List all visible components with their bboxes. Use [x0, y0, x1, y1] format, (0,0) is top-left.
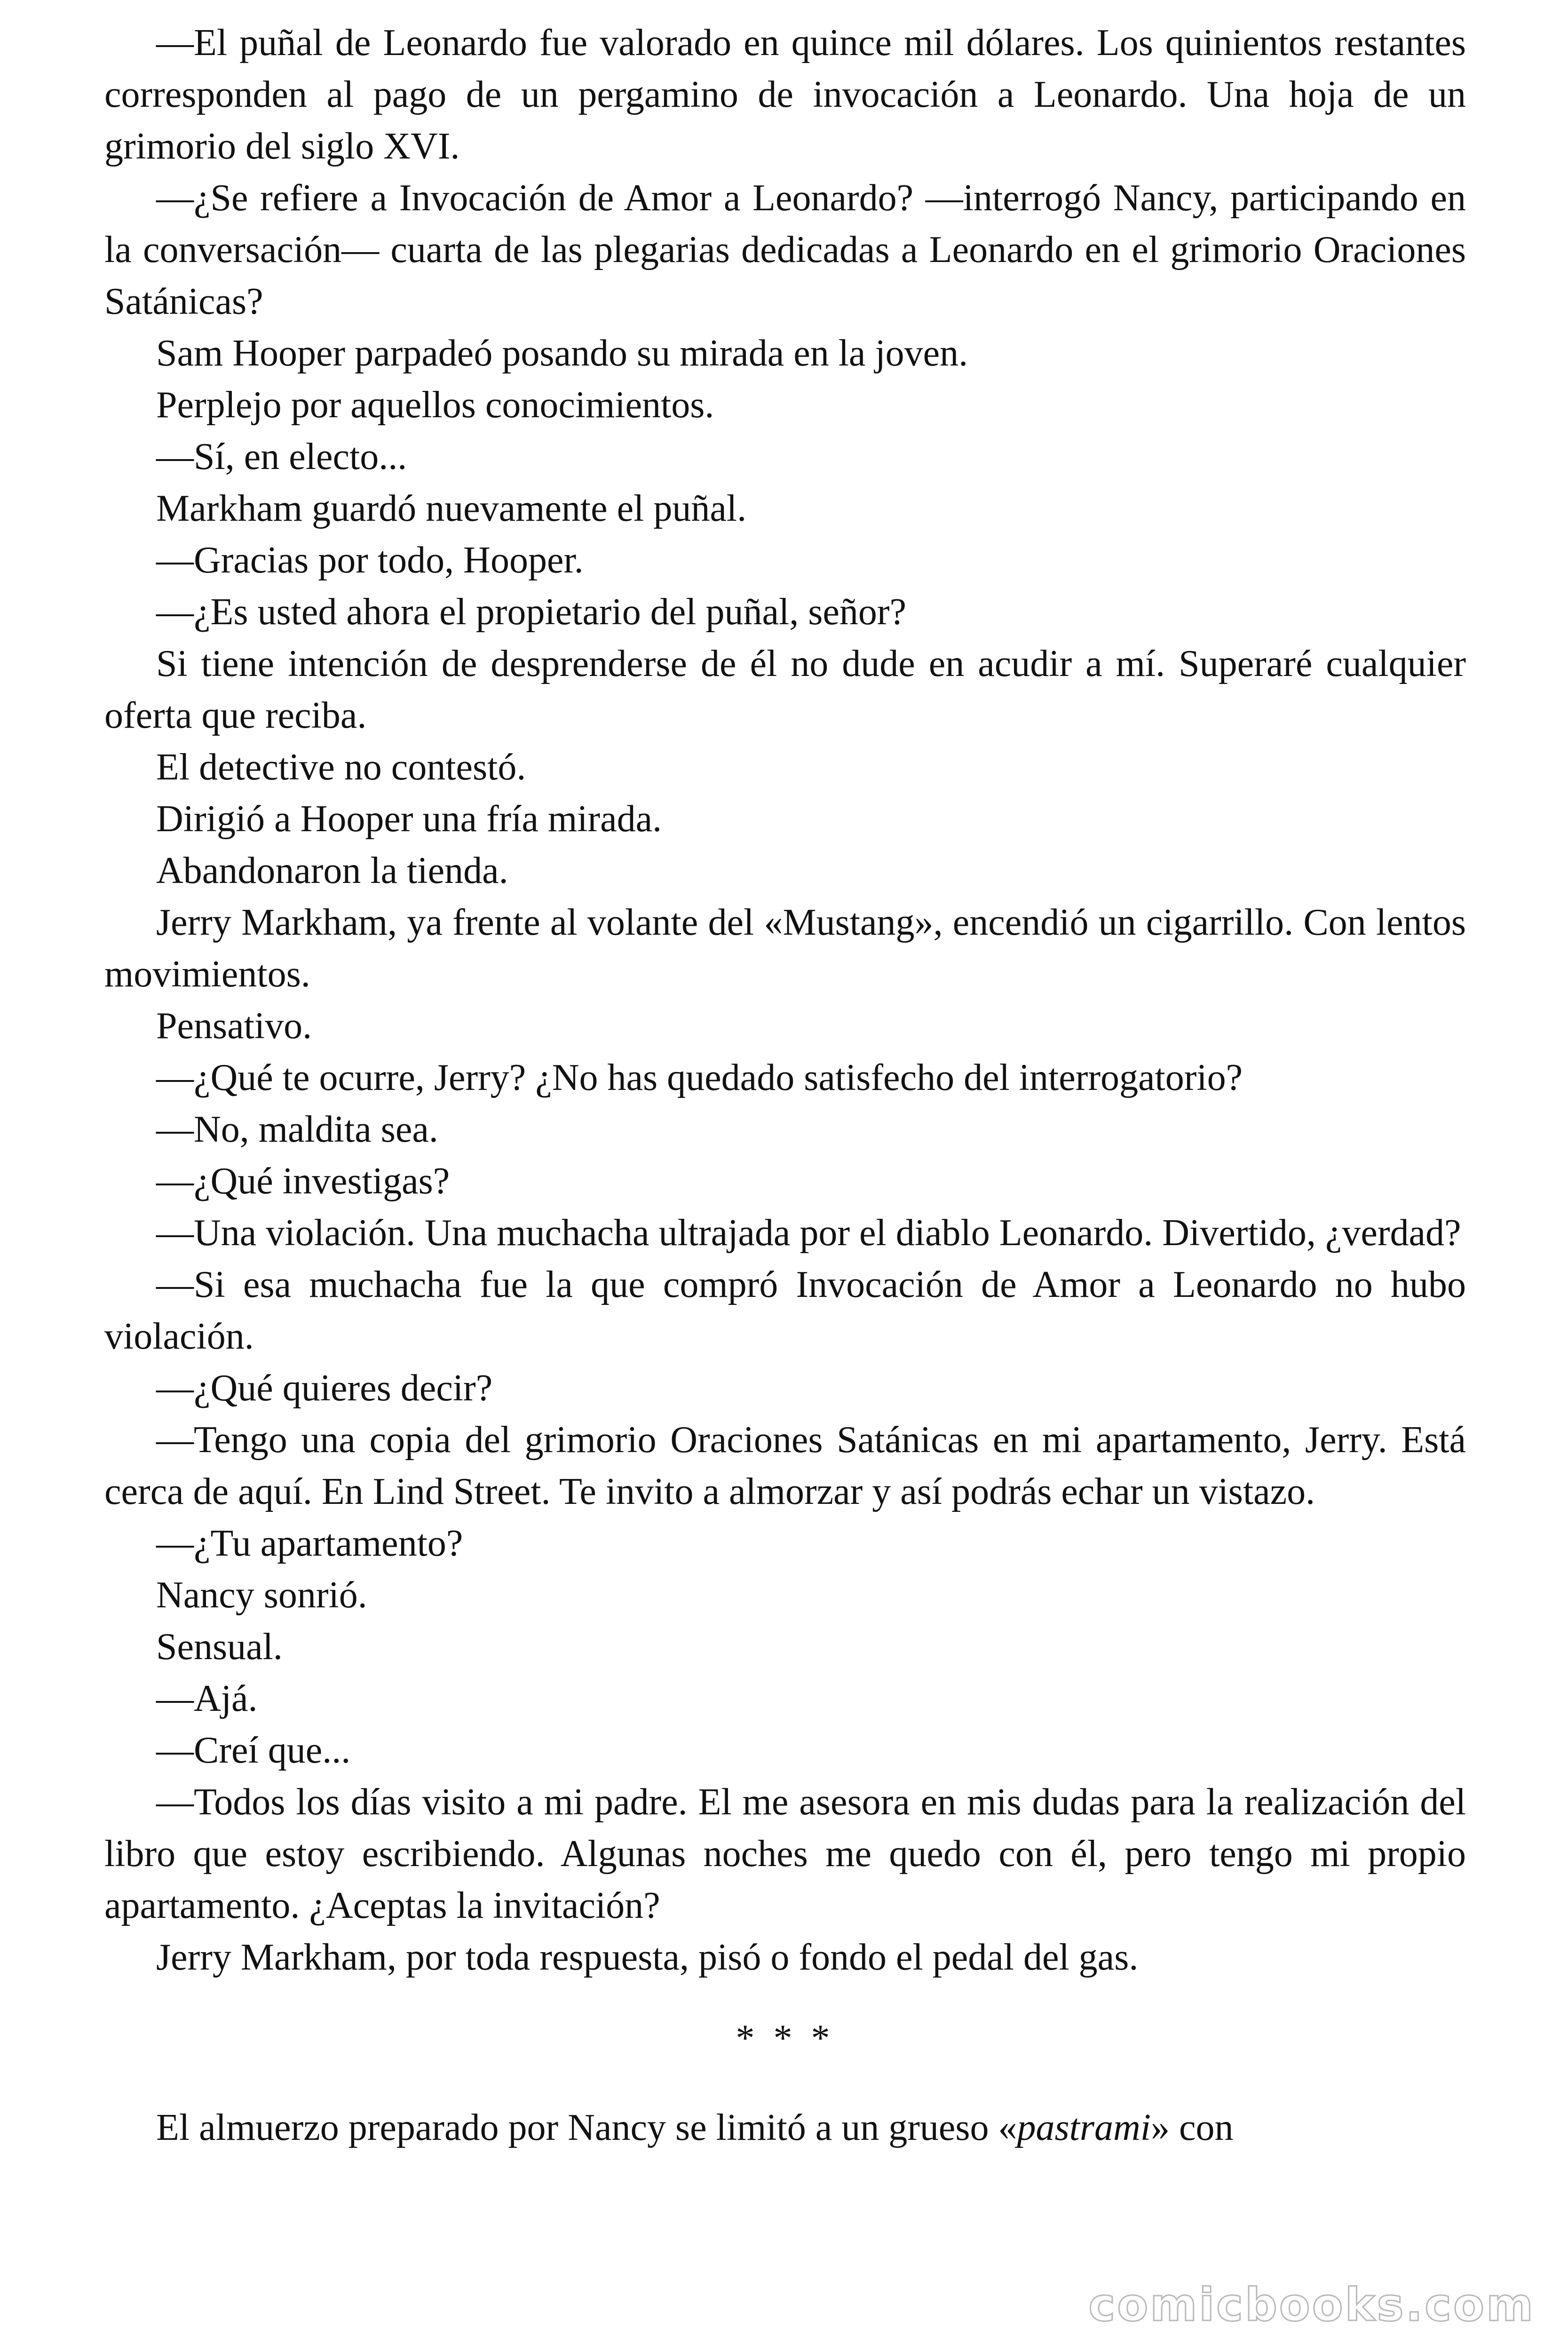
- paragraph: —¿Qué investigas?: [156, 1160, 450, 1202]
- final-text-start: El almuerzo preparado por Nancy se limitó a un grueso «: [156, 2107, 1017, 2148]
- paragraph: —Si esa muchacha fue la que compró Invocación de Amor a Leonardo no hubo violación.: [104, 1264, 1466, 1357]
- final-text-end: » con: [1151, 2107, 1234, 2148]
- paragraph: —Tengo una copia del grimorio Oraciones Satánicas en mi apartamento, Jerry. Está cerca de aquí. En Lind Street. Te invito a almorzar y así podrás echar un vistazo.: [104, 1419, 1466, 1512]
- paragraph: —¿Tu apartamento?: [156, 1523, 463, 1564]
- paragraph: Sensual.: [156, 1626, 283, 1668]
- paragraph: —Todos los días visito a mi padre. El me asesora en mis dudas para la realización del libro que estoy escribiendo. Algunas noches me quedo con él, pero tengo mi propio apartamento. ¿Aceptas la invitación?: [104, 1781, 1466, 1926]
- paragraph: —Gracias por todo, Hooper.: [156, 540, 584, 581]
- paragraph: Perplejo por aquellos conocimientos.: [156, 384, 714, 426]
- paragraph: Pensativo.: [156, 1005, 312, 1047]
- paragraph: Dirigió a Hooper una fría mirada.: [156, 798, 662, 840]
- paragraph: —¿Qué te ocurre, Jerry? ¿No has quedado satisfecho del interrogatorio?: [156, 1057, 1243, 1098]
- paragraph: El detective no contestó.: [156, 747, 526, 788]
- paragraph: Jerry Markham, por toda respuesta, pisó o fondo el pedal del gas.: [156, 1937, 1139, 1978]
- paragraph: Si tiene intención de desprenderse de él no dude en acudir a mí. Superaré cualquier oferta que reciba.: [104, 643, 1466, 736]
- final-text-italic: pastrami: [1017, 2107, 1151, 2148]
- paragraph: Nancy sonrió.: [156, 1574, 367, 1616]
- paragraph: —El puñal de Leonardo fue valorado en quince mil dólares. Los quinientos restantes corresponden al pago de un pergamino de invocación a Leonardo. Una hoja de un grimorio del siglo XVI.: [104, 22, 1466, 167]
- paragraph: Abandonaron la tienda.: [156, 850, 508, 891]
- paragraph-final: [104, 2102, 1466, 2153]
- paragraph: —¿Se refiere a Invocación de Amor a Leonardo? —interrogó Nancy, participando en la conversación— cuarta de las plegarias dedicadas a Leonardo en el grimorio Oraciones Satánicas?: [104, 177, 1466, 322]
- paragraph: —¿Es usted ahora el propietario del puñal, señor?: [156, 591, 906, 633]
- paragraph: Sam Hooper parpadeó posando su mirada en la joven.: [156, 333, 968, 374]
- paragraph: —Creí que...: [156, 1730, 351, 1771]
- watermark-logo: comicbooks.com: [1088, 2279, 1535, 2331]
- section-separator: * * *: [736, 2018, 835, 2059]
- paragraph: —Ajá.: [156, 1678, 258, 1719]
- paragraph: Jerry Markham, ya frente al volante del «Mustang», encendió un cigarrillo. Con lentos movimientos.: [104, 902, 1466, 995]
- paragraph: Markham guardó nuevamente el puñal.: [156, 488, 747, 529]
- paragraph: —Sí, en electo...: [156, 436, 407, 477]
- paragraph: —No, maldita sea.: [156, 1109, 438, 1150]
- text-body: [104, 17, 1466, 2153]
- paragraph: —Una violación. Una muchacha ultrajada por el diablo Leonardo. Divertido, ¿verdad?: [156, 1212, 1461, 1254]
- paragraph: —¿Qué quieres decir?: [156, 1367, 493, 1409]
